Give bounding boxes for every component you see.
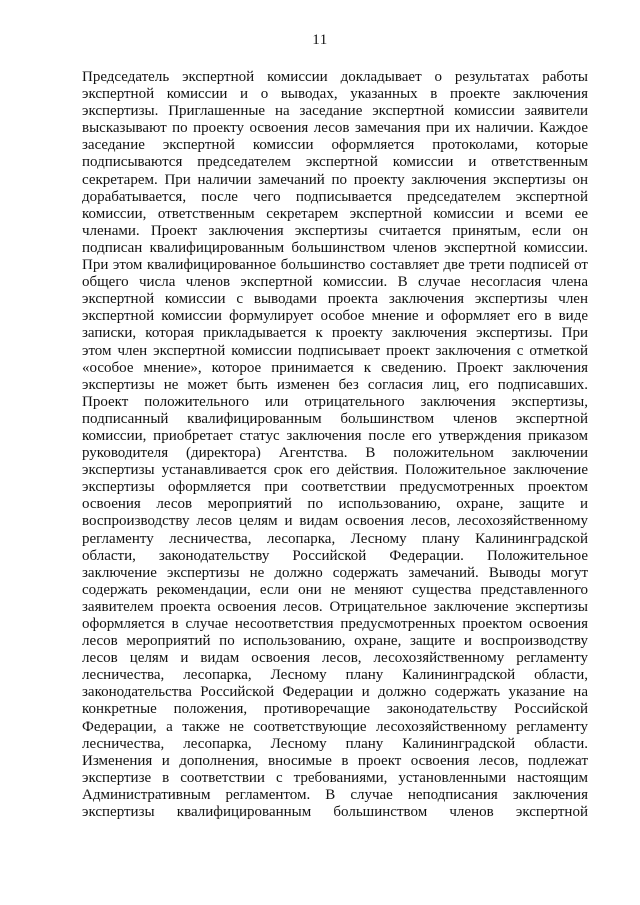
- text-line: подписываются председателем экспертной комиссии и ответственным: [82, 154, 588, 171]
- text-line: конкретные положения, противоречащие законодательству Российской: [82, 701, 588, 718]
- text-line: дорабатывается, после чего подписывается председателем экспертной: [82, 188, 588, 205]
- text-line: секретарем. При наличии замечаний по проекту заключения экспертизы он: [82, 171, 588, 188]
- text-line: экспертизы квалифицированным большинством членов экспертной: [82, 804, 588, 821]
- body-text: [82, 69, 588, 821]
- text-line: лесов мероприятий по использованию, охране, защите и воспроизводству: [82, 633, 588, 650]
- text-line: комиссии, ответственным секретарем экспертной комиссии и всеми ее: [82, 205, 588, 222]
- text-line: экспертной комиссии с выводами проекта заключения экспертизы член: [82, 291, 588, 308]
- text-line: общего числа членов экспертной комиссии. В случае несогласия члена: [82, 274, 588, 291]
- text-line: членами. Проект заключения экспертизы считается принятым, если он: [82, 222, 588, 239]
- text-line: заседание экспертной комиссии оформляется протоколами, которые: [82, 137, 588, 154]
- text-line: освоения лесов мероприятий по использованию, охране, защите и: [82, 496, 588, 513]
- text-line: высказывают по проекту освоения лесов замечания при их наличии. Каждое: [82, 120, 588, 137]
- text-line: заявителем проекта освоения лесов. Отрицательное заключение экспертизы: [82, 598, 588, 615]
- text-line: подписанный квалифицированным большинством членов экспертной: [82, 410, 588, 427]
- page-number: 11: [312, 32, 328, 48]
- text-line: воспроизводству лесов целям и видам освоения лесов, лесохозяйственному: [82, 513, 588, 530]
- text-line: лесничества, лесопарка, Лесному плану Калининградской области.: [82, 735, 588, 752]
- text-line: экспертизы оформляется при соответствии предусмотренных проектом: [82, 479, 588, 496]
- text-line: Проект положительного или отрицательного заключения экспертизы,: [82, 393, 588, 410]
- text-line: экспертной комиссии и о выводах, указанных в проекте заключения: [82, 86, 588, 103]
- text-line: При этом квалифицированное большинство составляет две трети подписей от: [82, 257, 588, 274]
- text-line: Административным регламентом. В случае неподписания заключения: [82, 786, 588, 803]
- text-line: Председатель экспертной комиссии докладывает о результатах работы: [82, 69, 588, 85]
- text-line: Изменения и дополнения, вносимые в проект освоения лесов, подлежат: [82, 752, 588, 769]
- text-line: экспертизы не может быть изменен без согласия лиц, его подписавших.: [82, 376, 588, 393]
- text-line: оформляется в случае несоответствия предусмотренных проектом освоения: [82, 616, 588, 632]
- text-line: подписан квалифицированным большинством членов экспертной комиссии.: [82, 239, 588, 256]
- text-line: комиссии, приобретает статус заключения после его утверждения приказом: [82, 427, 588, 444]
- text-line: экспертизе в соответствии с требованиями, установленными настоящим: [82, 769, 588, 786]
- text-line: Федерации, а также не соответствующие лесохозяйственному регламенту: [82, 718, 588, 735]
- text-line: лесов целям и видам освоения лесов, лесохозяйственному регламенту: [82, 650, 588, 667]
- text-line: «особое мнение», которое принимается к сведению. Проект заключения: [82, 359, 588, 376]
- text-line: экспертизы устанавливается срок его действия. Положительное заключение: [82, 462, 588, 479]
- text-line: области, законодательству Российской Федерации. Положительное: [82, 547, 588, 564]
- text-line: руководителя (директора) Агентства. В положительном заключении: [82, 445, 588, 462]
- text-line: законодательства Российской Федерации и должно содержать указание на: [82, 684, 588, 701]
- text-line: регламенту лесничества, лесопарка, Лесному плану Калининградской: [82, 530, 588, 547]
- text-line: записки, которая прикладывается к проекту заключения экспертизы. При: [82, 325, 588, 342]
- text-line: содержать рекомендации, если они не меняют существа представленного: [82, 581, 588, 598]
- text-line: заключение экспертизы не должно содержать замечаний. Выводы могут: [82, 564, 588, 581]
- text-line: этом член экспертной комиссии подписывает проект заключения с отметкой: [82, 342, 588, 359]
- text-line: экспертной комиссии формулирует особое мнение и оформляет его в виде: [82, 308, 588, 325]
- text-line: лесничества, лесопарка, Лесному плану Калининградской области,: [82, 667, 588, 684]
- text-line: экспертизы. Приглашенные на заседание экспертной комиссии заявители: [82, 103, 588, 120]
